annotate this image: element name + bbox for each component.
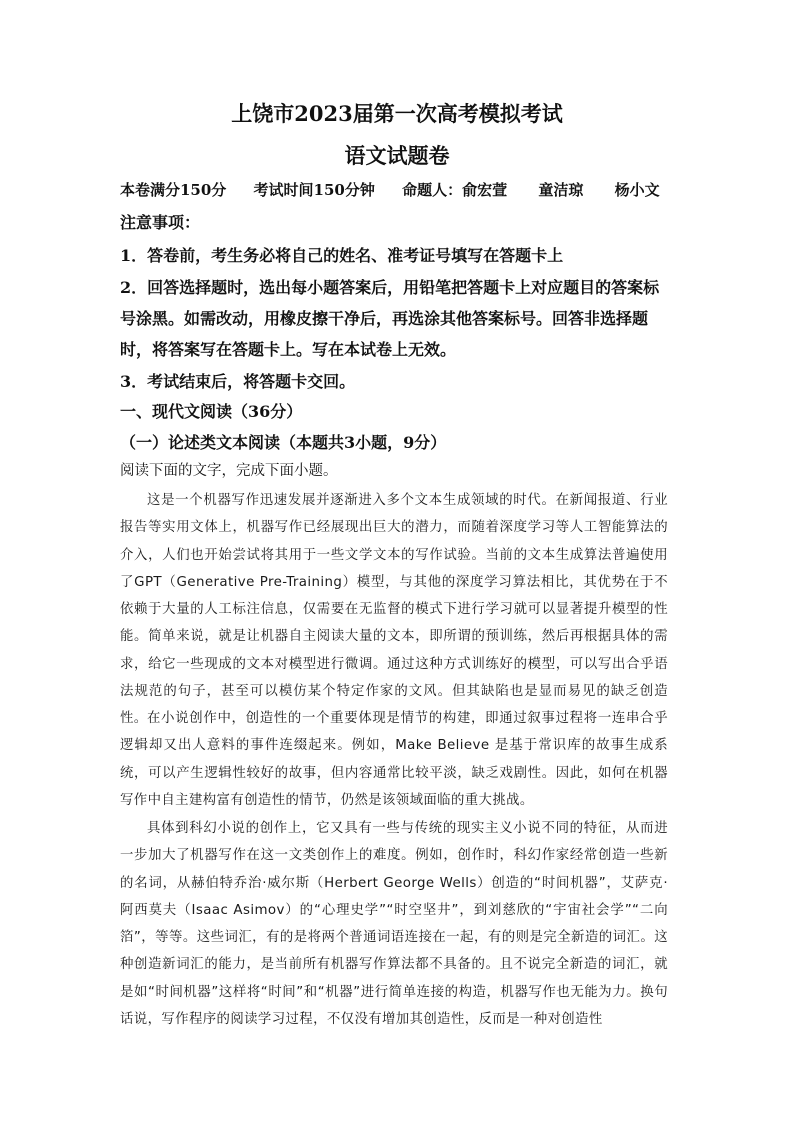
notice-item: 3．考试结束后，将答题卡交回。 — [120, 372, 356, 391]
notice-item: 时，将答案写在答题卡上。写在本试卷上无效。 — [120, 340, 457, 359]
score-info: 本卷满分150分 — [120, 181, 227, 199]
passage-paragraph-2: 在小说创作中，创造性的一个重要体现是情节的构建，即通过叙事过程将一连串合乎逻辑却又出人意料的事件连缀起来。例如，Make Believe 是基于常识库的故事生成系统，可以产生逻辑性较好的故事，但内容通常比较平淡，缺乏戏剧性。因此，如何在机器写作中自主建构富有创造性的情节，仍然是该领域面临的重大挑战。 — [120, 711, 668, 808]
notice-item: 2．回答选择题时，选出每小题答案后，用铅笔把答题卡上对应题目的答案标 — [120, 278, 660, 297]
exam-meta — [120, 179, 660, 200]
section-subheading: （一）论述类文本阅读（本题共3小题，9分） — [120, 433, 447, 452]
author-3: 杨小文 — [614, 181, 660, 199]
notice-item: 号涂黑。如需改动，用橡皮擦干净后，再选涂其他答案标号。回答非选择题 — [120, 309, 649, 328]
author-2: 童洁琼 — [538, 181, 584, 199]
exam-subtitle: 语文试题卷 — [344, 143, 450, 168]
notice-item: 1．答卷前，考生务必将自己的姓名、准考证号填写在答题卡上 — [120, 246, 564, 265]
reading-instruction: 阅读下面的文字，完成下面小题。 — [120, 463, 338, 479]
author-info: 命题人：俞宏萱 — [402, 181, 508, 199]
time-info: 考试时间150分钟 — [253, 181, 375, 199]
passage-paragraph-1: 这是一个机器写作迅速发展并逐渐进入多个文本生成领域的时代。在新闻报道、行业报告等实用文体上，机器写作已经展现出巨大的潜力，而随着深度学习等人工智能算法的介入，人们也开始尝试将其用于一些文学文本的写作试验。当前的文本生成算法普遍使用了GPT（Generative Pre-Training）模型，与其他的深度学习算法相比，其优势在于不依赖于大量的人工标注信息，仅需要在无监督的模式下进行学习就可以显著提升模型的性能。简单来说，就是让机器自主阅读大量的文本，即所谓的预训练，然后再根据具体的需求，给它一些现成的文本对模型进行微调。通过这种方式训练好的模型，可以写出合乎语法规范的句子，甚至可以模仿某个特定作家的文风。但其缺陷也是显而易见的缺乏创造性。 — [120, 493, 668, 727]
section-heading: 一、现代文阅读（36分） — [120, 402, 303, 421]
notice-heading: 注意事项： — [120, 213, 201, 232]
exam-title: 上饶市2023届第一次高考模拟考试 — [231, 101, 563, 126]
passage-paragraph-3: 具体到科幻小说的创作上，它又具有一些与传统的现实主义小说不同的特征，从而进一步加大了机器写作在这一文类创作上的难度。例如，创作时，科幻作家经常创造一些新的名词，从赫伯特乔治·威尔斯（Herbert George Wells）创造的“时间机器”，艾萨克·阿西莫夫（Isaac Asimov）的“心理史学”“时空坚井”，到刘慈欣的“宇宙社会学”“二向箔”，等等。这些词汇，有的是将两个普通词语连接在一起，有的则是完全新造的词汇。这种创造新词汇的能力，是当前所有机器写作算法都不具备的。且不说完全新造的词汇，就是如“时间机器”这样将“时间”和“机器”进行简单连接的构造，机器写作也无能为力。换句话说，写作程序的阅读学习过程，不仅没有增加其创造性，反而是一种对创造性 — [120, 821, 668, 1028]
